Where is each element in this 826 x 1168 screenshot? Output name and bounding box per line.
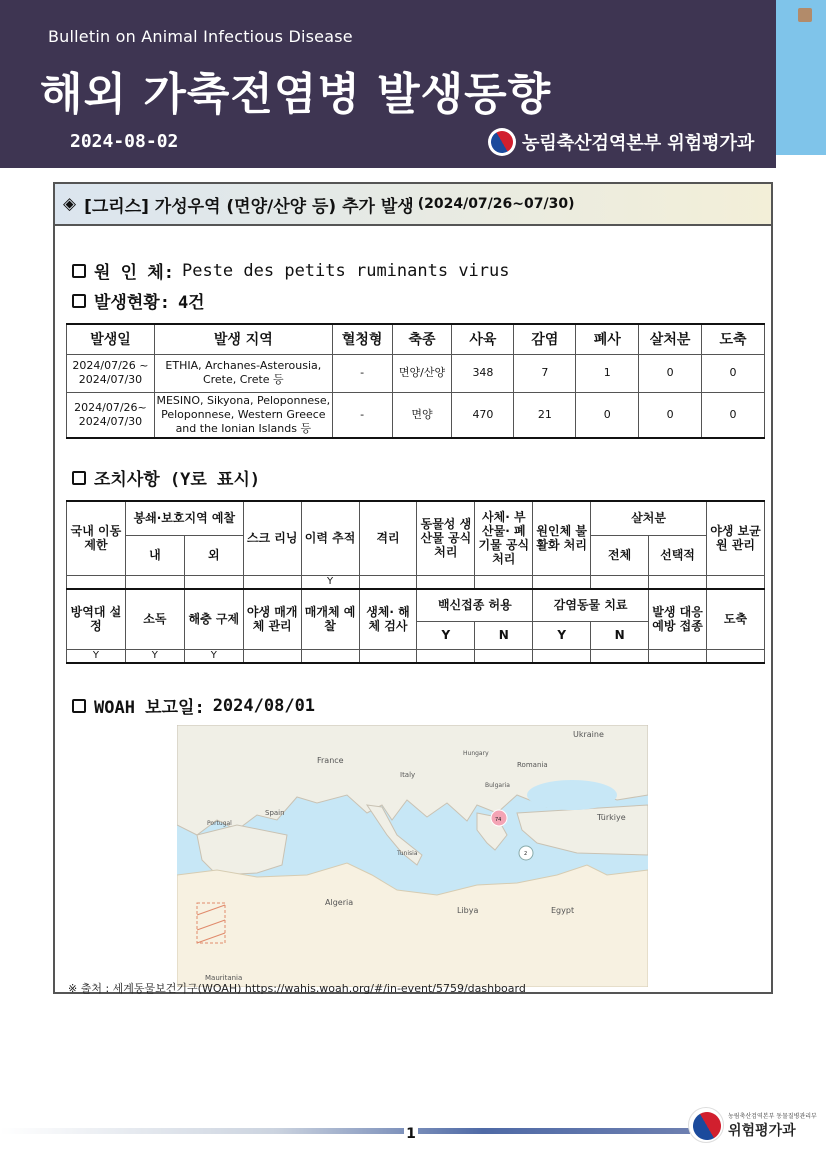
value-cell [417,649,475,663]
marker-label: 2 [524,851,528,857]
subject-text: [그리스] 가성우역 (면양/산양 등) 추가 발생 [84,196,414,217]
table-header-row [67,324,765,354]
hdr-zone-set: 방역대 설정 [67,589,126,649]
value-cell: Y [67,649,126,663]
measures-line [72,465,260,490]
status-value: 4건 [177,293,205,313]
hdr-screening: 스크 리닝 [243,501,301,575]
cell-infected: 7 [514,354,576,392]
hdr-cull-all: 전체 [591,535,649,575]
page-title: 해외 가축전염병 발생동향 [40,69,552,120]
marker-label: 74 [495,817,502,823]
cell-raised: 348 [452,354,514,392]
map-label: Portugal [207,820,232,827]
hdr-cull: 살처분 [591,501,707,535]
hdr-zone-out: 외 [184,535,243,575]
hdr-disinfect: 소독 [125,589,184,649]
col-header: 폐사 [576,324,639,354]
value-cell [475,649,533,663]
value-cell: Y [125,649,184,663]
value-cell [243,575,301,589]
map-label: Mauritania [205,974,243,982]
value-cell [301,649,359,663]
hdr-treat-n: N [591,621,649,649]
table-row [67,354,765,392]
source-note: ※ 출처 : 세계동물보건기구(WOAH) https://wahis.woah.org/#/in-event/5759/dashboard [68,982,526,995]
value-cell [533,649,591,663]
woah-date: 2024/08/01 [212,695,316,716]
turkey-landmass [517,805,648,855]
hdr-treat-y: Y [533,621,591,649]
organization-name: 농림축산검역본부 위험평가과 [522,133,755,154]
bulletin-subtitle: Bulletin on Animal Infectious Disease [48,27,353,46]
col-header: 감염 [514,324,576,354]
map-label: Türkiye [597,813,626,822]
hdr-isolation: 격리 [359,501,417,575]
col-header: 발생 지역 [154,324,332,354]
cell-region: ETHIA, Archanes-Asterousia, Crete, Crete 등 [154,354,332,392]
issue-date: 2024-08-02 [70,131,179,152]
map-label: Spain [265,809,285,817]
hdr-slaughter: 도축 [706,589,764,649]
hdr-zone: 봉쇄·보호지역 예찰 [125,501,243,535]
value-cell [475,575,533,589]
value-cell [184,575,243,589]
north-africa-landmass [177,863,648,987]
hdr-cull-selective: 선택적 [649,535,707,575]
organization [488,128,754,156]
cell-culled: 0 [639,392,702,438]
hdr-pest: 해충 구제 [184,589,243,649]
map-label: Tunisia [397,850,418,857]
cell-species: 면양/산양 [392,354,452,392]
hdr-vaccine-n: N [475,621,533,649]
value-cell [649,649,707,663]
black-sea [527,780,617,810]
cell-date: 2024/07/26~ 2024/07/30 [67,392,155,438]
value-cell [67,575,126,589]
map-label: Egypt [551,906,575,915]
hdr-trace: 이력 추적 [301,501,359,575]
hdr-inactivation: 원인체 불활화 처리 [533,501,591,575]
col-header: 축종 [392,324,452,354]
value-cell [706,575,764,589]
measures-table [66,500,765,664]
map-label: Romania [517,761,548,769]
table-row [67,649,765,663]
cell-slaughtered: 0 [702,392,765,438]
col-header: 사육 [452,324,514,354]
checkbox-square-icon [72,471,86,485]
table-row [67,392,765,438]
checkbox-square-icon [72,264,86,278]
hdr-bio-test: 생체· 해체 검사 [359,589,417,649]
cell-culled: 0 [639,354,702,392]
value-cell [706,649,764,663]
pathogen-line [72,258,510,283]
hdr-vector-surv: 매개체 예찰 [301,589,359,649]
pathogen-label: 원 인 체: [94,263,174,283]
value-cell [243,649,301,663]
status-line [72,288,205,313]
cell-infected: 21 [514,392,576,438]
hdr-prevent-vacc: 발생 대응 예방 접종 [649,589,707,649]
map-label: Bulgaria [485,782,510,789]
iberia-landmass [197,825,287,875]
hdr-product: 동물성 생산물 공식 처리 [417,501,475,575]
map-label: Ukraine [573,730,604,739]
value-cell [649,575,707,589]
hdr-wild-reservoir: 야생 보균원 관리 [706,501,764,575]
pathogen-value: Peste des petits ruminants virus [181,260,510,281]
col-header: 혈청형 [332,324,392,354]
value-cell [533,575,591,589]
taegeuk-logo-icon [488,128,516,156]
col-header: 도축 [702,324,765,354]
woah-line [72,693,315,718]
checkbox-square-icon [72,699,86,713]
checkbox-square-icon [72,294,86,308]
map-label: Algeria [325,898,354,907]
table-row [67,575,765,589]
value-cell [359,649,417,663]
value-cell: Y [184,649,243,663]
hdr-movement: 국내 이동 제한 [67,501,126,575]
hdr-vaccine: 백신접종 허용 [417,589,533,621]
header-accent-square [798,8,812,22]
hdr-zone-in: 내 [125,535,184,575]
value-cell [591,575,649,589]
footer-bar [0,1128,690,1134]
cell-dead: 0 [576,392,639,438]
map-label: Libya [457,906,479,915]
hdr-wild-vector: 야생 매개체 관리 [243,589,301,649]
value-cell: Y [301,575,359,589]
col-header: 발생일 [67,324,155,354]
map-label: Italy [400,771,416,779]
outbreak-table [66,323,765,439]
status-label: 발생현황: [94,293,170,313]
subject-period: (2024/07/26~07/30) [417,196,575,212]
cell-species: 면양 [392,392,452,438]
value-cell [591,649,649,663]
col-header: 살처분 [639,324,702,354]
cell-region: MESINO, Sikyona, Peloponnese, Peloponnese, Western Greece and the Ionian Islands 등 [154,392,332,438]
map-graphic [177,725,648,987]
footer-org-big: 위험평가과 [728,1122,796,1139]
outbreak-map [177,725,648,987]
map-label: France [317,756,344,765]
woah-label: WOAH 보고일: [94,698,205,718]
page-number: 1 [404,1126,418,1144]
cell-slaughtered: 0 [702,354,765,392]
cell-serotype: - [332,392,392,438]
cell-date: 2024/07/26 ~ 2024/07/30 [67,354,155,392]
map-label: Hungary [463,750,489,757]
cell-dead: 1 [576,354,639,392]
hdr-treat: 감염동물 치료 [533,589,649,621]
taegeuk-logo-icon [688,1107,724,1143]
diamond-icon: ◈ [63,194,77,214]
header-accent-bar [776,0,826,155]
value-cell [125,575,184,589]
subject-bar [53,182,773,226]
value-cell [417,575,475,589]
footer-org-small: 농림축산검역본부 동물질병관리부 [728,1112,817,1120]
cell-serotype: - [332,354,392,392]
cell-raised: 470 [452,392,514,438]
footer-logo [688,1107,817,1143]
hdr-carcass: 사체· 부산물· 폐기물 공식 처리 [475,501,533,575]
hdr-vaccine-y: Y [417,621,475,649]
value-cell [359,575,417,589]
measures-label: 조치사항 (Y로 표시) [94,470,261,490]
